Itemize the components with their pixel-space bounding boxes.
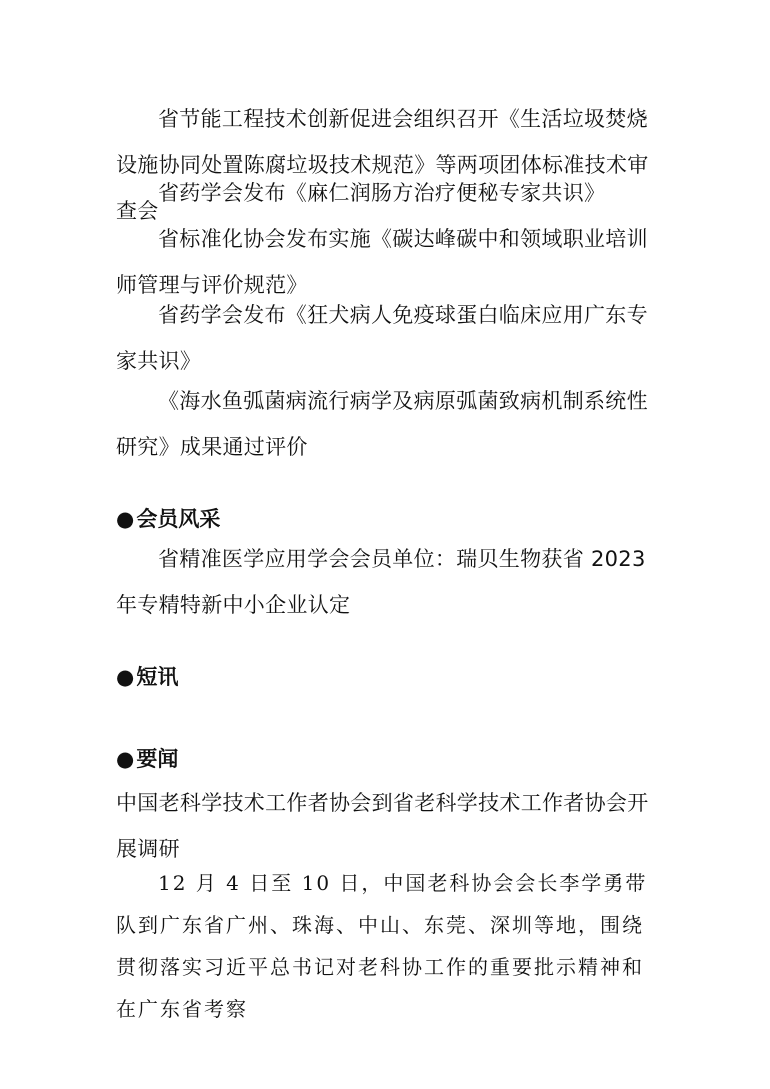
news-headline: 中国老科学技术工作者协会到省老科学技术工作者协会开展调研 xyxy=(116,791,649,861)
news-item-waste-standard: 省节能工程技术创新促进会组织召开《生活垃圾焚烧设施协同处置陈腐垃圾技术规范》等两项团体标准技术审查会 xyxy=(116,107,649,223)
member-news-item: 省精准医学应用学会会员单位：瑞贝生物获省 2023 年专精特新中小企业认定 xyxy=(116,547,646,617)
news-body: 12 月 4 日至 10 日，中国老科协会会长李学勇带队到广东省广州、珠海、中山、东莞、深圳等地，围绕贯彻落实习近平总书记对老科协工作的重要批示精神和在广东省考察 xyxy=(116,871,648,1021)
section-title-members: 会员风采 xyxy=(136,506,221,531)
news-item-vibrio-research: 《海水鱼弧菌病流行病学及病原弧菌致病机制系统性研究》成果通过评价 xyxy=(116,389,648,459)
news-item-constipation-consensus: 省药学会发布《麻仁润肠方治疗便秘专家共识》 xyxy=(158,181,606,205)
section-heading-brief xyxy=(116,662,178,692)
bullet-icon: ● xyxy=(116,746,135,771)
section-title-news: 要闻 xyxy=(136,746,179,771)
news-item-carbon-trainer-standard: 省标准化协会发布实施《碳达峰碳中和领域职业培训师管理与评价规范》 xyxy=(116,227,648,297)
bullet-icon: ● xyxy=(116,664,135,689)
section-title-brief: 短讯 xyxy=(136,664,179,689)
section-heading-members xyxy=(116,504,220,534)
bullet-icon: ● xyxy=(116,506,135,531)
news-item-rabies-consensus: 省药学会发布《狂犬病人免疫球蛋白临床应用广东专家共识》 xyxy=(116,303,648,373)
section-heading-news xyxy=(116,744,178,774)
